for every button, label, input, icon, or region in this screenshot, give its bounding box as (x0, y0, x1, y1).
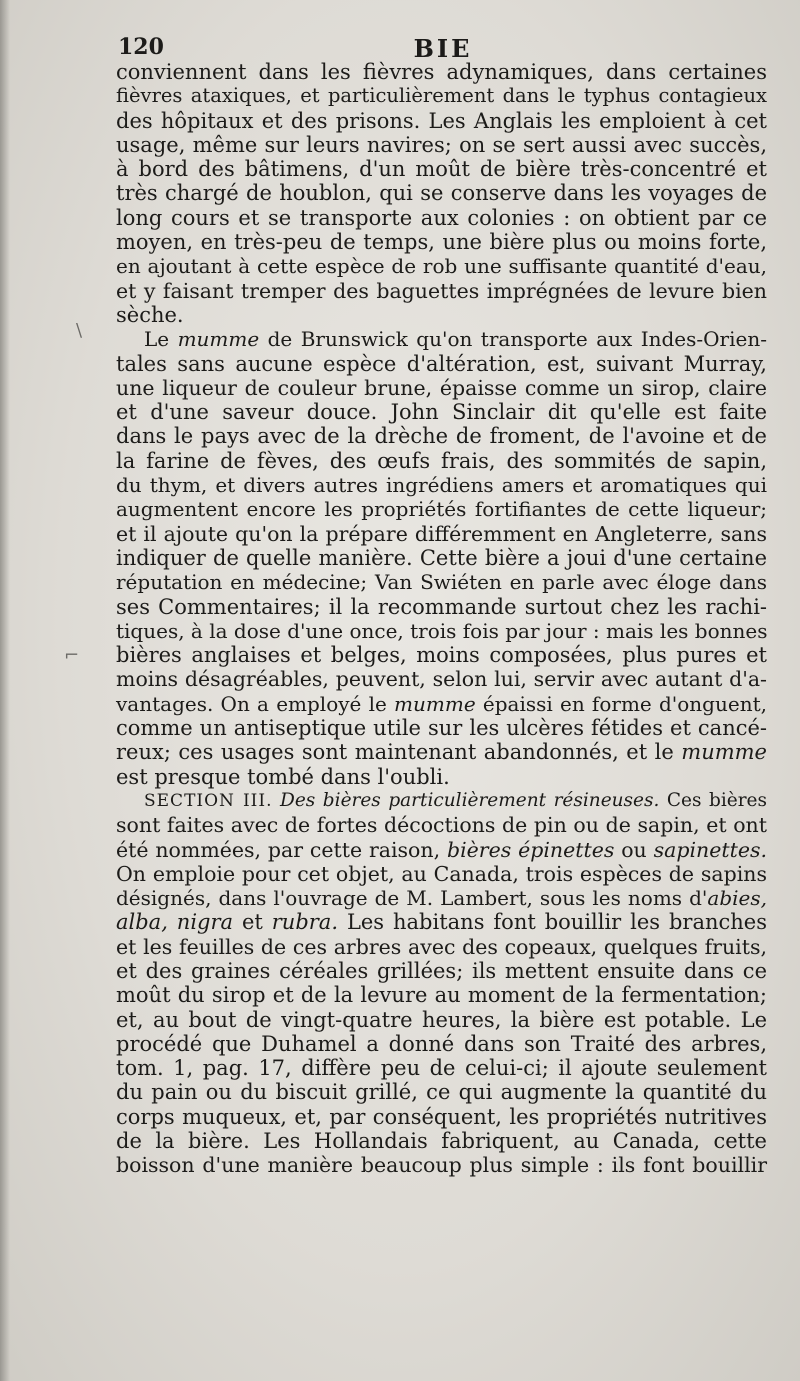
text-line: usage, même sur leurs navires; on se sert aussi avec succès, (116, 132, 767, 157)
text-line: dans le pays avec de la drèche de froment, de l'avoine et de (116, 424, 767, 449)
margin-mark: ⌐ (64, 645, 80, 666)
text-line: très chargé de houblon, qui se conserve dans les voyages de (116, 181, 767, 206)
text-line: réputation en médecine; Van Swiéten en parle avec éloge dans (116, 570, 767, 595)
text-line: du pain ou du biscuit grillé, ce qui augmente la quantité du (116, 1080, 767, 1105)
text-line: et il ajoute qu'on la prépare différemment en Angleterre, sans (116, 521, 767, 546)
text-line: conviennent dans les fièvres adynamiques, dans certaines (116, 60, 767, 84)
text-line: comme un antiseptique utile sur les ulcères fétides et cancé- (116, 716, 767, 741)
text-line: et, au bout de vingt-quatre heures, la bière est potable. Le (116, 1007, 767, 1032)
text-line: boisson d'une manière beaucoup plus simple : ils font bouillir (116, 1153, 767, 1178)
text-line: été nommées, par cette raison, bières épinettes ou sapinettes. (116, 837, 767, 862)
text-line: ses Commentaires; il la recommande surtout chez les rachi- (116, 594, 767, 619)
section-label: SECTION III. (144, 790, 273, 811)
text-line: et d'une saveur douce. John Sinclair dit qu'elle est faite (116, 400, 767, 425)
text-line: augmentent encore les propriétés fortifiantes de cette liqueur; (116, 497, 767, 522)
scan-shadow (0, 0, 10, 1381)
text-line: sont faites avec de fortes décoctions de pin ou de sapin, et ont (116, 813, 767, 838)
text-line: est presque tombé dans l'oubli. (116, 764, 450, 789)
text-line: moyen, en très-peu de temps, une bière plus ou moins forte, (116, 230, 767, 255)
text-line: des hôpitaux et des prisons. Les Anglais les emploient à cet (116, 108, 767, 133)
text-line: moût du sirop et de la levure au moment de la fermentation; (116, 983, 767, 1008)
text-line: tiques, à la dose d'une once, trois fois par jour : mais les bonnes (116, 618, 768, 643)
body-text (116, 60, 767, 1178)
text-line: désignés, dans l'ouvrage de M. Lambert, sous les noms d'abies, (116, 886, 767, 911)
text-line: corps muqueux, et, par conséquent, les propriétés nutritives (116, 1104, 767, 1129)
text-line: en ajoutant à cette espèce de rob une suffisante quantité d'eau, (116, 254, 767, 279)
text-line: à bord des bâtimens, d'un moût de bière très-concentré et (116, 157, 767, 182)
text-line: On emploie pour cet objet, au Canada, trois espèces de sapins (116, 861, 767, 886)
text-line: du thym, et divers autres ingrédiens amers et aromatiques qui (116, 473, 767, 498)
section-heading-line: SECTION III. Des bières particulièrement résineuses. Ces bières (144, 789, 768, 811)
section-title: Des bières particulièrement résineuses. (272, 789, 660, 811)
text-line: tales sans aucune espèce d'altération, est, suivant Murray, (116, 351, 767, 376)
text-line: tom. 1, pag. 17, diffère peu de celui-ci; il ajoute seulement (116, 1056, 767, 1081)
text-line: vantages. On a employé le mumme épaissi en forme d'onguent, (116, 691, 767, 716)
text-line: fièvres ataxiques, et particulièrement dans le typhus contagieux (116, 84, 767, 108)
text-line: procédé que Duhamel a donné dans son Traité des arbres, (116, 1031, 767, 1056)
text-line: de la bière. Les Hollandais fabriquent, au Canada, cette (116, 1129, 767, 1154)
running-head: BIE (413, 34, 473, 63)
text-line: et y faisant tremper des baguettes imprégnées de levure bien (116, 278, 767, 303)
text-line: et les feuilles de ces arbres avec des copeaux, quelques fruits, (116, 934, 767, 959)
text-line: long cours et se transporte aux colonies : on obtient par ce (116, 205, 767, 230)
text-line: moins désagréables, peuvent, selon lui, servir avec autant d'a- (116, 667, 767, 692)
text-line: reux; ces usages sont maintenant abandonnés, et le mumme (116, 740, 767, 765)
text-line: alba, nigra et rubra. Les habitans font bouillir les branches (116, 910, 768, 935)
margin-mark: \ (76, 320, 83, 341)
text-line: bières anglaises et belges, moins composées, plus pures et (116, 643, 767, 668)
text-line: indiquer de quelle manière. Cette bière a joui d'une certaine (116, 545, 767, 570)
page-number: 120 (118, 34, 164, 60)
text-line: sèche. (116, 302, 184, 327)
text-line: et des graines céréales grillées; ils mettent ensuite dans ce (116, 958, 767, 983)
text-line: la farine de fèves, des œufs frais, des sommités de sapin, (116, 448, 767, 473)
text-line: une liqueur de couleur brune, épaisse comme un sirop, claire (116, 375, 767, 400)
text-line: Le mumme de Brunswick qu'on transporte aux Indes-Orien- (144, 327, 767, 352)
